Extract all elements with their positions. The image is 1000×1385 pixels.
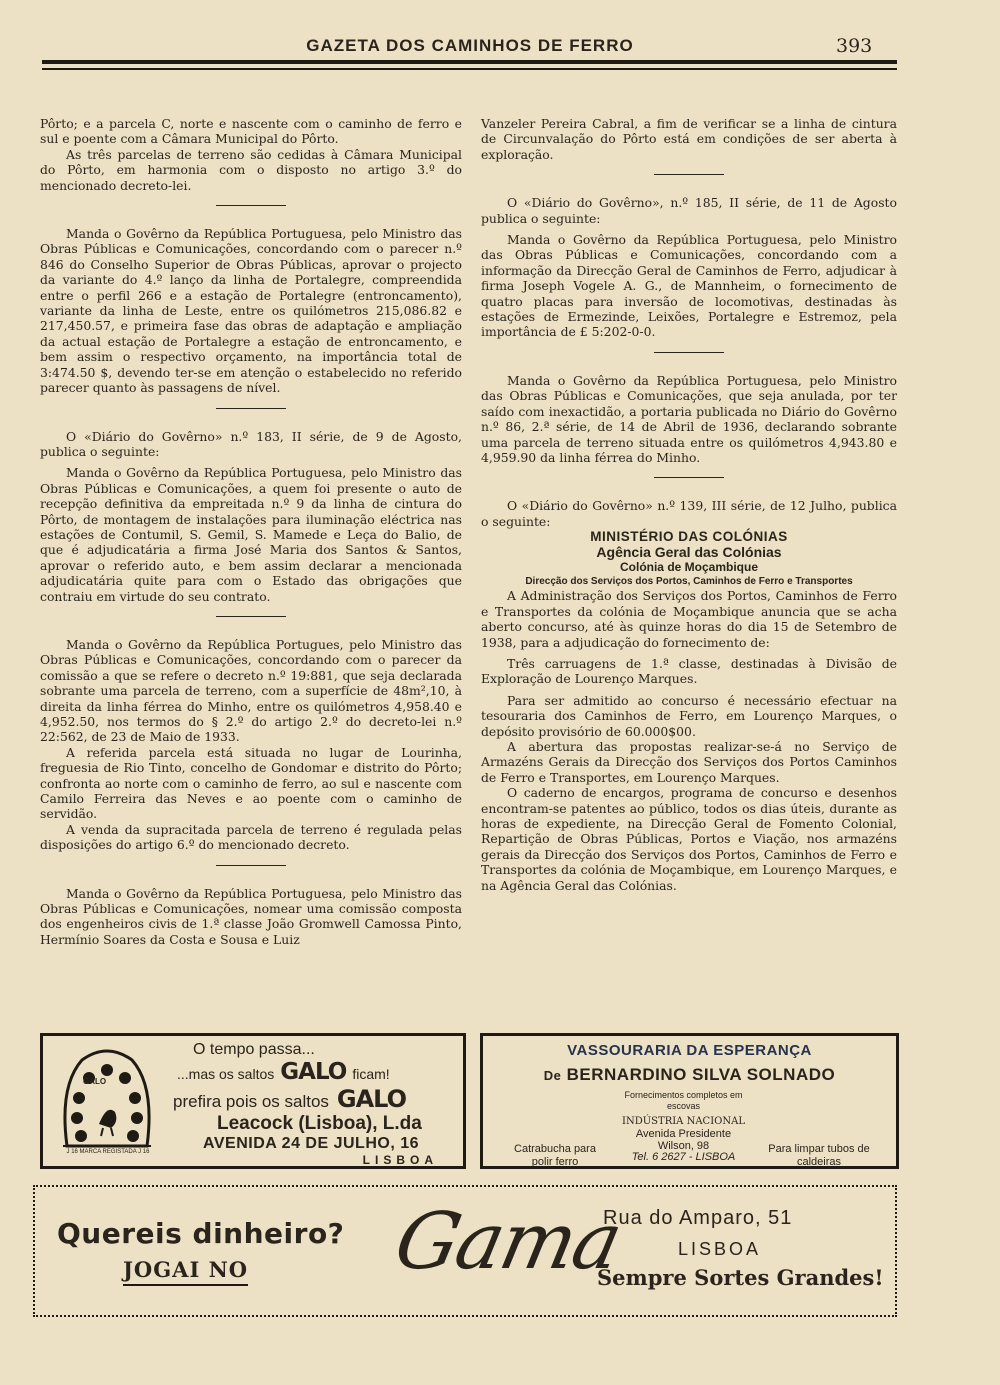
article-paragraph: O caderno de encargos, programa de concurso e desenhos encontram-se patentes ao público, todos os dias úteis, durante as horas de expediente, na Direcção Geral de Fomento Colonial, Repartição de Obras Públicas, Portos e Viação, nos armazéns gerais da Direcção dos Serviços dos Portos, Caminhos de Ferro e Transportes da colónia de Moçambique, em Lourenço Marques, e na Agência Geral das Colónias.	[481, 785, 897, 893]
vassouraria-address: Avenida Presidente Wilson, 98	[635, 1128, 732, 1152]
gama-play: JOGAI NO	[123, 1257, 248, 1286]
galo-advertisement	[40, 1033, 466, 1169]
vassouraria-owner	[483, 1065, 896, 1085]
page-number: 393	[836, 35, 873, 57]
article-paragraph: Manda o Govêrno da República Portuguesa, pelo Ministro das Obras Públicas e Comunicações, nomear uma comissão composta dos engenheiros civis de 1.ª classe João Gromwell Camossa Pinto, Hermínio Soares da Costa e Sousa e Luiz	[40, 885, 462, 947]
gama-question: Quereis dinheiro?	[57, 1217, 345, 1250]
galo-line2	[177, 1059, 458, 1085]
vassouraria-left-caption: Catrabucha para polir ferro	[514, 1143, 596, 1168]
vassouraria-tel: Tel. 6 2627 - LISBOA	[631, 1151, 736, 1163]
masthead-title: GAZETA DOS CAMINHOS DE FERRO	[306, 36, 634, 55]
section-separator	[216, 205, 286, 206]
gama-slogan: Sempre Sortes Grandes!	[597, 1265, 884, 1290]
gama-street: Rua do Amparo, 51	[603, 1207, 793, 1229]
article-paragraph: O «Diário do Govêrno», n.º 185, II série, de 11 de Agosto publica o seguinte:	[481, 195, 897, 226]
article-paragraph: Manda o Govêrno da República Portuguesa, pelo Ministro das Obras Públicas e Comunicações, concordando com a informação da Direcção Geral de Caminhos de Ferro, adjudicar à firma Joseph Vogele A. G., de Mannheim, o fornecimento de quatro placas para inversão de locomotivas, destinadas às estações de Ermezinde, Leixões, Portalegre e Estremoz, pela importância de £ 5:202-0-0.	[481, 232, 897, 340]
header-rule-thin	[42, 68, 897, 70]
section-separator	[654, 477, 724, 478]
vassouraria-title: VASSOURARIA DA ESPERANÇA	[567, 1042, 812, 1059]
section-separator	[654, 352, 724, 353]
vassouraria-supply: Fornecimentos completos em escovas	[624, 1090, 743, 1111]
left-column	[40, 116, 462, 947]
article-paragraph: Manda o Govêrno da República Portuguesa, pelo Ministro das Obras Públicas e Comunicações, que seja anulada, por ter saído com inexactidão, a portaria publicada no Diário do Govêrno n.º 86, 2.ª série, de 14 de Abril de 1936, declarando sobrante uma parcela de terreno situada entre os quilómetros 4,943.80 e 4,959.90 da linha férrea do Minho.	[481, 372, 897, 465]
section-separator	[216, 865, 286, 866]
article-paragraph: Três carruagens de 1.ª classe, destinadas à Divisão de Exploração de Lourenço Marques.	[481, 655, 897, 687]
shoe-heel-icon	[57, 1046, 157, 1150]
vassouraria-advertisement	[480, 1033, 899, 1169]
article-paragraph: A abertura das propostas realizar-se-á no Serviço de Armazéns Gerais da Direcção dos Serviços dos Portos Caminhos de Ferro e Transportes, em Lourenço Marques.	[481, 739, 897, 785]
article-paragraph: O «Diário do Govêrno» n.º 139, III série, de 12 Julho, publica o seguinte:	[481, 498, 897, 529]
article-paragraph: A venda da supracitada parcela de terreno é regulada pelas disposições do artigo 6.º do mencionado decreto.	[40, 821, 462, 853]
right-column	[481, 116, 897, 893]
gama-city: LISBOA	[678, 1239, 762, 1259]
article-paragraph: Manda o Govêrno da República Portuguesa, pelo Ministro das Obras Públicas e Comunicações, a quem foi presente o auto de recepção definitiva da empreitada n.º 9 da linha de cintura do Pôrto, de montagem de instalações para iluminação eléctrica nas estações de Contumil, S. Gemil, S. Mamede e Leça do Balio, de que é adjudicatária a firma José Maria dos Santos & Santos, aprovar o referido auto, e bem assim declarar a mencionada adjudicatária quite para com o Estado das obrigações que contraiu em virtude do seu contrato.	[40, 465, 462, 604]
section-heading: Colónia de Moçambique	[619, 559, 758, 574]
article-paragraph: Manda o Govêrno da República Portuguesa, pelo Ministro das Obras Públicas e Comunicações, concordando com o parecer n.º 846 do Conselho Superior de Obras Públicas, aprovar o projecto da variante do 4.º lanço da linha de Portalegre, compreendida entre o perfil 266 e a estação de Portalegre (entroncamento), variante da linha de Leste, entre os quilómetros 215,086.82 e 217,450.57, e primeira fase das obras de adaptação e ampliação da actual estação de Portalegre a estação de entroncamento, e bem assim o respectivo orçamento, na importância total de 3:474.50 $, devendo ter-se em atenção o estabelecido no referido parecer quanto às passagens de nível.	[40, 226, 462, 396]
article-paragraph: A referida parcela está situada no lugar de Lourinha, freguesia de Rio Tinto, concelho de Gondomar e distrito do Pôrto; confronta ao norte com o caminho de ferro, ao sul e nascente com Camilo Ferreira das Neves e ao poente com o caminho de servidão.	[40, 744, 462, 822]
galo-line1: O tempo passa...	[193, 1041, 315, 1058]
article-paragraph: Manda o Govêrno da República Portugues, pelo Ministro das Obras Públicas e Comunicações, concordando com o parecer da comissão a que se refere o decreto n.º 19:881, que seja declarada sobrante uma parcela de terreno, com a superfície de 48m²,10, à direita da linha férrea do Minho, entre os quilómetros 4,958.40 e 4,952.50, nos termos do § 2.º do artigo 2.º do decreto-lei n.º 22:562, de 23 de Maio de 1933.	[40, 636, 462, 745]
article-paragraph: Pôrto; e a parcela C, norte e nascente com o caminho de ferro e sul e poente com a Câmara Municipal do Pôrto.	[40, 116, 462, 147]
galo-ad-text	[173, 1041, 458, 1167]
galo-brand: GALO	[280, 1059, 347, 1085]
shoe-brand: GALO	[83, 1077, 107, 1086]
shoe-mark: J 16 MARCA REGISTADA J 16	[66, 1149, 150, 1155]
galo-brand-2: GALO	[336, 1085, 407, 1113]
owner-prefix: De	[543, 1068, 562, 1083]
article-paragraph: Para ser admitido ao concurso é necessário efectuar na tesouraria dos Caminhos de Ferro, em Lourenço Marques, o depósito provisório de 60.000$00.	[481, 692, 897, 739]
vassouraria-industry: INDÚSTRIA NACIONAL	[622, 1116, 745, 1127]
section-separator	[216, 408, 286, 409]
galo-line2c: ficam!	[352, 1066, 390, 1082]
galo-company: Leacock (Lisboa), L.da	[217, 1113, 422, 1134]
vassouraria-right-caption: Para limpar tubos de caldeiras	[768, 1143, 870, 1168]
section-separator	[654, 174, 724, 175]
section-heading: Direcção dos Serviços dos Portos, Caminhos de Ferro e Transportes	[525, 576, 853, 588]
vassouraria-details	[621, 1090, 746, 1163]
section-heading: Agência Geral das Colónias	[596, 543, 782, 560]
gama-logo: Gama	[387, 1197, 628, 1287]
article-paragraph: O «Diário do Govêrno» n.º 183, II série, de 9 de Agosto, publica o seguinte:	[40, 428, 462, 459]
galo-line3a: prefira pois os saltos	[173, 1092, 329, 1111]
article-paragraph: A Administração dos Serviços dos Portos, Caminhos de Ferro e Transportes da colónia de Moçambique anuncia que se acha aberto concurso, até às quinze horas do dia 15 de Setembro de 1938, para a adjudicação do fornecimento de:	[481, 588, 897, 650]
galo-line2a: ...mas os saltos	[177, 1066, 275, 1082]
gama-advertisement	[33, 1185, 897, 1317]
section-separator	[216, 616, 286, 617]
galo-city: LISBOA	[362, 1153, 438, 1167]
galo-line3	[173, 1085, 458, 1113]
header-rule	[42, 60, 897, 64]
article-paragraph: As três parcelas de terreno são cedidas à Câmara Municipal do Pôrto, em harmonia com o disposto no artigo 3.º do mencionado decreto-lei.	[40, 146, 462, 193]
owner-name: BERNARDINO SILVA SOLNADO	[566, 1065, 836, 1084]
article-paragraph: Vanzeler Pereira Cabral, a fim de verificar se a linha de cintura de Circunvalação do Pôrto está em condições de ser aberta à exploração.	[481, 116, 897, 162]
section-heading: MINISTÉRIO DAS COLÓNIAS	[590, 529, 788, 545]
galo-address: AVENIDA 24 DE JULHO, 16	[203, 1135, 419, 1152]
